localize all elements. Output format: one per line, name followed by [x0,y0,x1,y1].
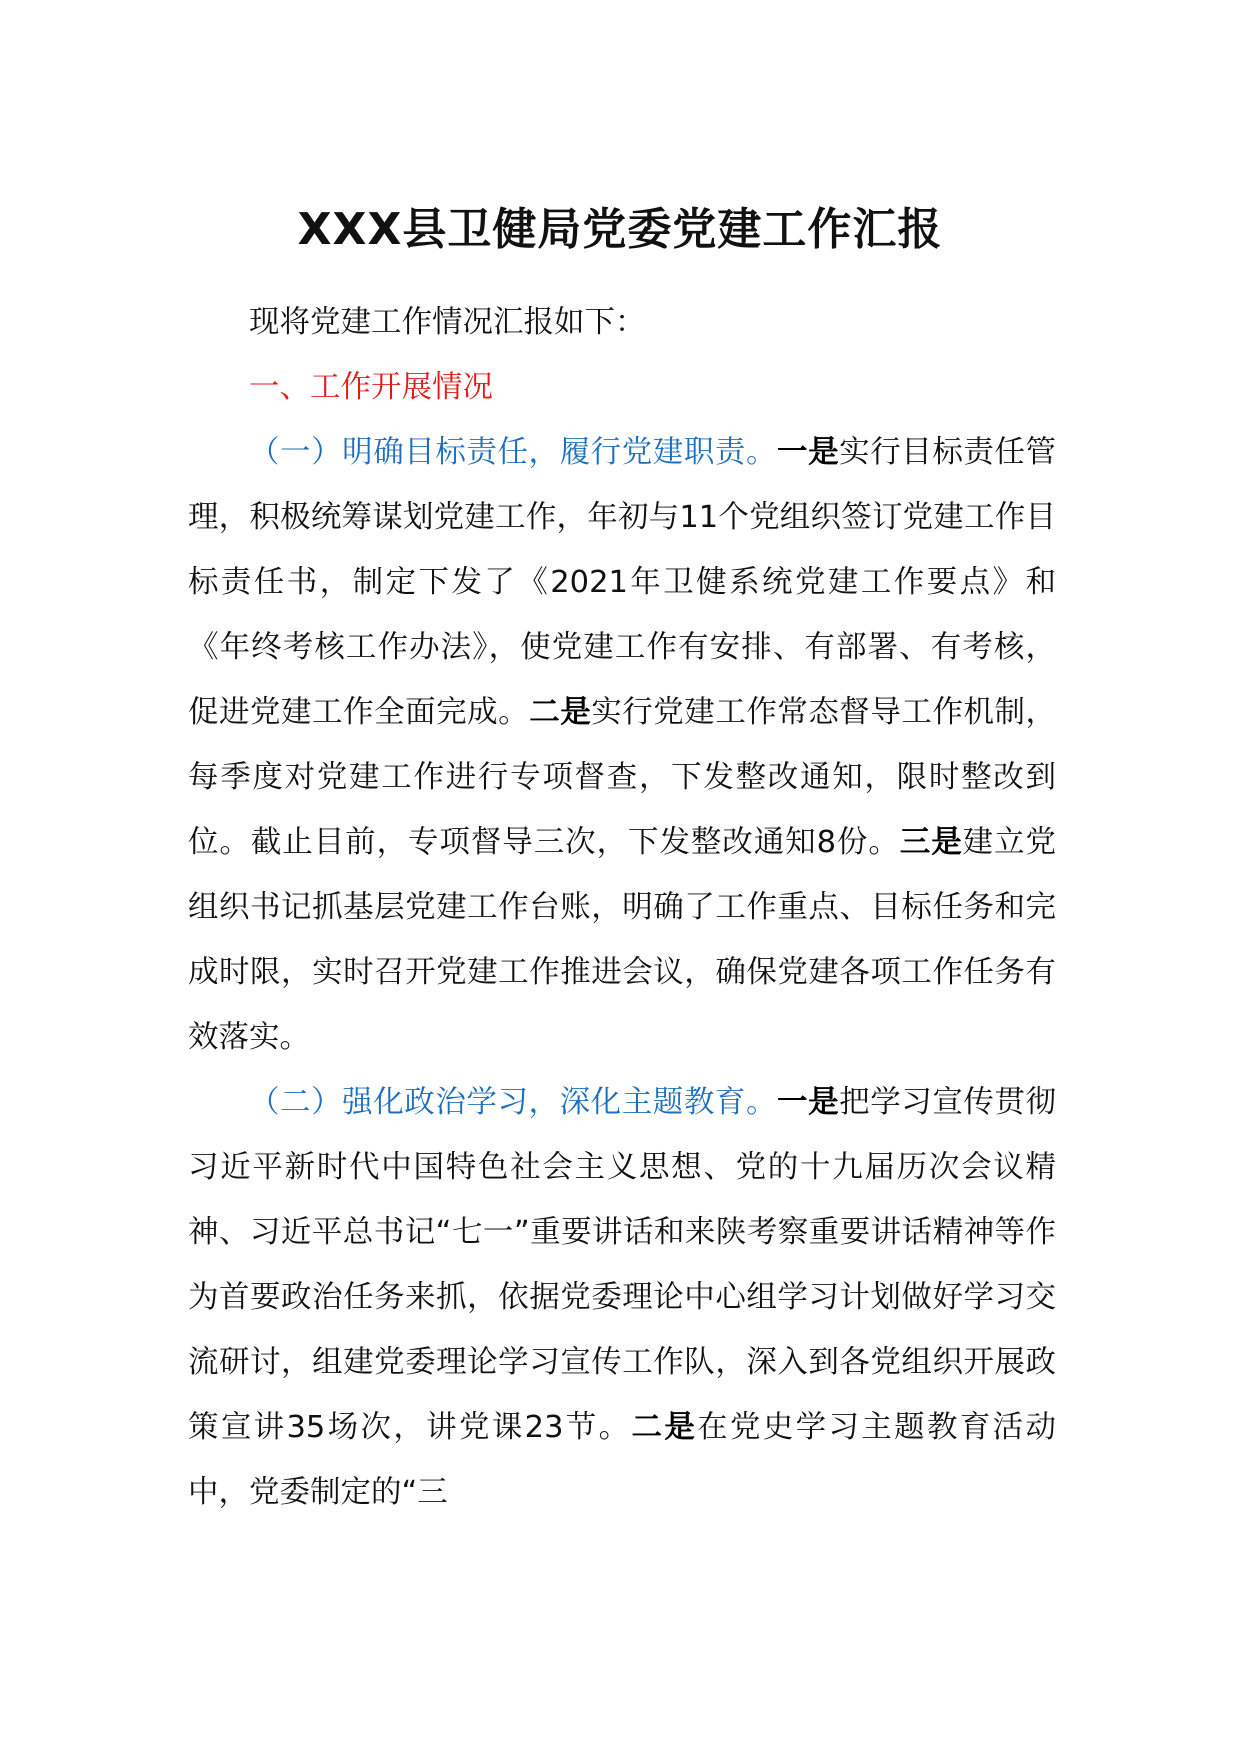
paragraph-1-subheading: （一）明确目标责任，履行党建职责。 [249,435,778,470]
paragraph-2-keyword-1: 一是 [777,1085,840,1120]
paragraph-1-text-3: 建立党组织书记抓基层党建工作台账，明确了工作重点、目标任务和完成时限，实时召开党建工作推进会议，确保党建各项工作任务有效落实。 [188,825,1056,1055]
document-title: XXX县卫健局党委党建工作汇报 [297,204,943,255]
paragraph-2 [188,1070,1056,1525]
paragraph-1-text-1: 实行目标责任管理，积极统筹谋划党建工作，年初与11个党组织签订党建工作目标责任书，制定下发了《2021年卫健系统党建工作要点》和《年终考核工作办法》，使党建工作有安排、有部署、有考核，促进党建工作全面完成。 [188,435,1057,730]
paragraph-1 [188,420,1056,1070]
paragraph-1-keyword-2: 二是 [529,695,592,730]
intro-paragraph: 现将党建工作情况汇报如下： [249,305,646,340]
paragraph-1-text-2: 实行党建工作常态督导工作机制，每季度对党建工作进行专项督查，下发整改通知，限时整改到位。截止目前，专项督导三次，下发整改通知8份。 [188,695,1057,860]
paragraph-1-keyword-3: 三是 [899,825,963,860]
section-heading: 一、工作开展情况 [249,370,493,405]
document-body [188,290,1056,1525]
paragraph-2-text-1: 把学习宣传贯彻习近平新时代中国特色社会主义思想、党的十九届历次会议精神、习近平总书记“七一”重要讲话和来陕考察重要讲话精神等作为首要政治任务来抓，依据党委理论中心组学习计划做好学习交流研讨，组建党委理论学习宣传工作队，深入到各党组织开展政策宣讲35场次，讲党课23节。 [188,1085,1057,1445]
paragraph-2-text-2: 在党史学习主题教育活动中，党委制定的“三 [188,1410,1057,1510]
paragraph-2-subheading: （二）强化政治学习，深化主题教育。 [249,1085,778,1120]
paragraph-2-keyword-2: 二是 [631,1410,698,1445]
paragraph-1-keyword-1: 一是 [777,435,840,470]
